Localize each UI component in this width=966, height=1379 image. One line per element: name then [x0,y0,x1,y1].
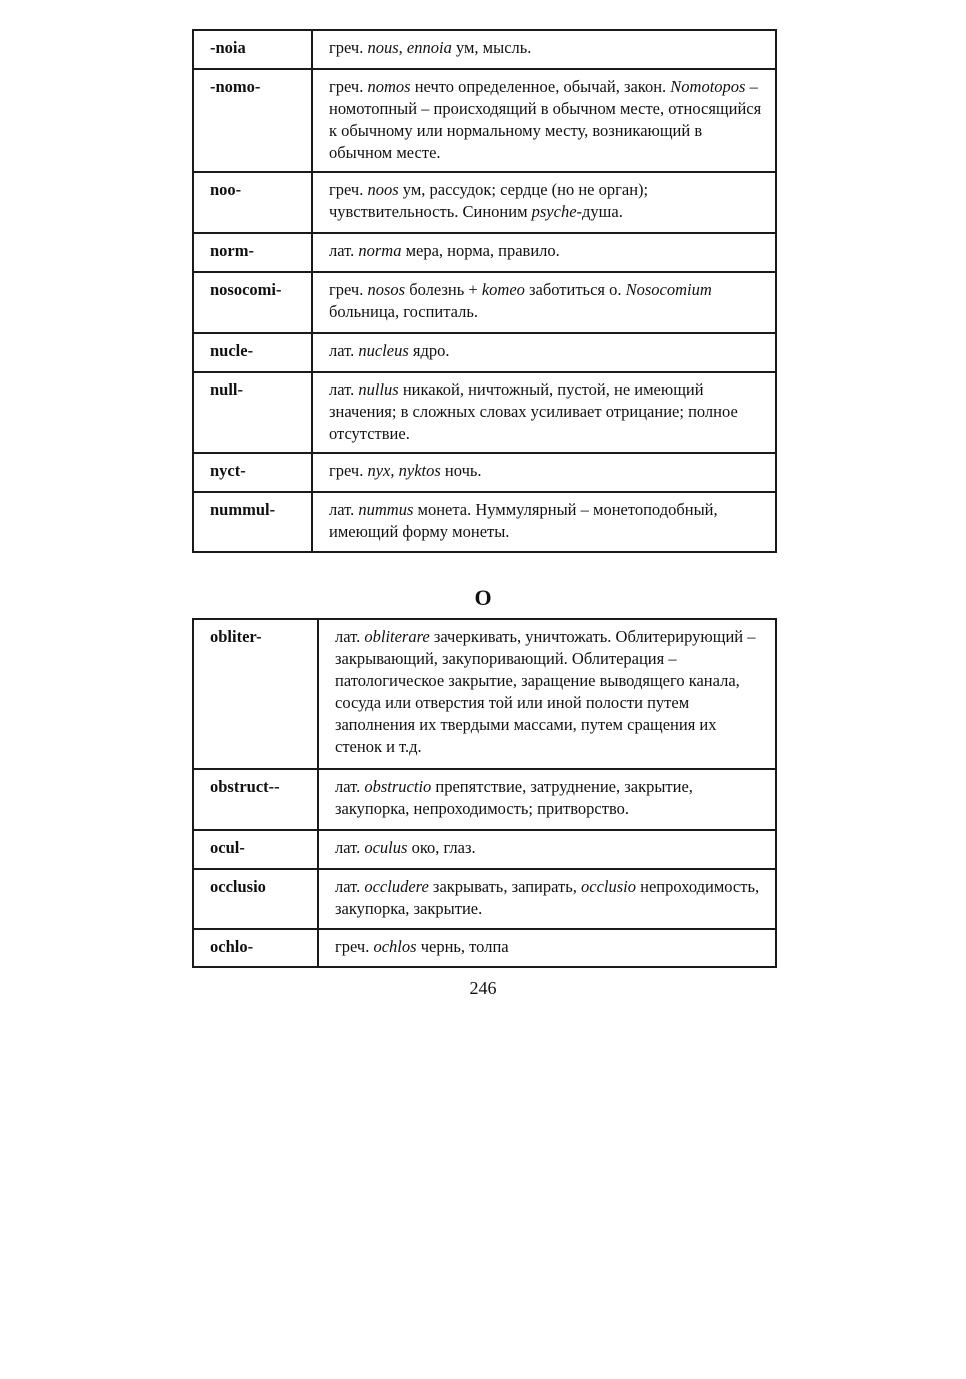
definition-text: греч. [329,280,368,299]
definition-text: греч. [329,77,368,96]
glossary-row [193,372,776,453]
glossary-row [193,492,776,552]
definition-text: непроходимость, закупорка, закрытие. [335,877,760,918]
definition-text: греч. [329,180,368,199]
glossary-table-o [192,618,777,968]
section-letter: O [474,585,492,610]
definition-cell [312,453,776,492]
term-cell: occlusio [193,869,318,929]
glossary-row [193,172,776,233]
definition-text: ум, рассудок; сердце (но не орган); чувствительность. Синоним [329,180,649,221]
definition-text: лат. [329,341,359,360]
definition-cell [312,372,776,453]
definition-term-italic: psyche [531,202,577,221]
definition-term-italic: occludere [364,877,429,896]
definition-text: -душа. [576,202,623,221]
definition-term-italic: obstructio [364,777,432,796]
definition-term-italic: nullus [358,380,399,399]
term-cell: obliter- [193,619,318,769]
term-cell: nummul- [193,492,312,552]
definition-term-italic: komeo [481,280,525,299]
glossary-row [193,69,776,172]
definition-term-italic: nosos [367,280,406,299]
definition-cell [318,869,776,929]
glossary-row [193,30,776,69]
definition-text: лат. [335,838,365,857]
definition-text: греч. [329,461,368,480]
definition-cell [312,30,776,69]
definition-text: препятствие, затруднение, закрытие, закупорка, непроходимость; притворство. [335,777,693,818]
definition-text: болезнь + [405,280,482,299]
glossary-row [193,929,776,967]
term-cell: -noia [193,30,312,69]
definition-text: око, глаз. [407,838,476,857]
term-cell: noo- [193,172,312,233]
definition-text: больница, госпиталь. [329,302,479,321]
definition-text: греч. [335,937,374,956]
term-cell: ochlo- [193,929,318,967]
term-cell: obstruct-- [193,769,318,830]
definition-term-italic: norma [358,241,402,260]
term-cell: ocul- [193,830,318,869]
definition-term-italic: obliterare [364,627,430,646]
definition-text: греч. [329,38,368,57]
definition-text: ядро. [408,341,450,360]
definition-text: нечто определенное, обычай, закон. [410,77,671,96]
definition-cell [312,333,776,372]
definition-cell [312,233,776,272]
definition-text: лат. [329,241,359,260]
definition-term-italic: occlusio [581,877,636,896]
glossary-row [193,233,776,272]
term-cell: null- [193,372,312,453]
definition-term-italic: ochlos [373,937,417,956]
definition-text: мера, норма, правило. [401,241,560,260]
definition-text: лат. [335,627,365,646]
glossary-row [193,869,776,929]
definition-term-italic: nyx, nyktos [367,461,441,480]
definition-cell [312,492,776,552]
definition-term-italic: Nosocomium [625,280,712,299]
glossary-row [193,333,776,372]
definition-text: лат. [329,500,359,519]
definition-cell [312,172,776,233]
definition-text: ночь. [440,461,482,480]
definition-text: – номотопный – происходящий в обычном месте, относящийся к обычному или нормальному месту, возникающий в обычном месте. [329,77,762,162]
term-cell: norm- [193,233,312,272]
definition-text: ум, мысль. [451,38,532,57]
term-cell: nyct- [193,453,312,492]
definition-text: лат. [335,777,365,796]
definition-text: лат. [335,877,365,896]
definition-term-italic: nucleus [358,341,409,360]
definition-cell [318,619,776,769]
definition-text: чернь, толпа [416,937,509,956]
definition-text: монета. Нуммулярный – монетоподобный, имеющий форму монеты. [329,500,718,541]
definition-text: никакой, ничтожный, пустой, не имеющий значения; в сложных словах усиливает отрицание; полное отсутствие. [329,380,738,443]
glossary-row [193,619,776,769]
glossary-row [193,830,776,869]
definition-term-italic: noos [367,180,399,199]
definition-text: лат. [329,380,359,399]
definition-term-italic: Nomotopos [670,77,746,96]
definition-text: заботиться о. [524,280,626,299]
definition-cell [318,929,776,967]
definition-cell [312,69,776,172]
page-number: 246 [469,978,497,998]
definition-term-italic: nous, ennoia [367,38,452,57]
definition-cell [318,769,776,830]
definition-cell [312,272,776,333]
term-cell: -nomo- [193,69,312,172]
definition-term-italic: nummus [358,500,414,519]
glossary-row [193,453,776,492]
glossary-row [193,272,776,333]
definition-text: зачеркивать, уничтожать. Облитерирующий – закрывающий, закупоривающий. Облитерация – патологическое закрытие, заращение выводящего канала, сосуда или отверстия той или иной полости путем заполнения их твердыми массами, путем сращения их стенок и т.д. [335,627,756,756]
definition-term-italic: oculus [364,838,408,857]
definition-term-italic: nomos [367,77,411,96]
glossary-row [193,769,776,830]
glossary-table-n [192,29,777,553]
definition-text: закрывать, запирать, [428,877,581,896]
definition-cell [318,830,776,869]
term-cell: nucle- [193,333,312,372]
term-cell: nosocomi- [193,272,312,333]
